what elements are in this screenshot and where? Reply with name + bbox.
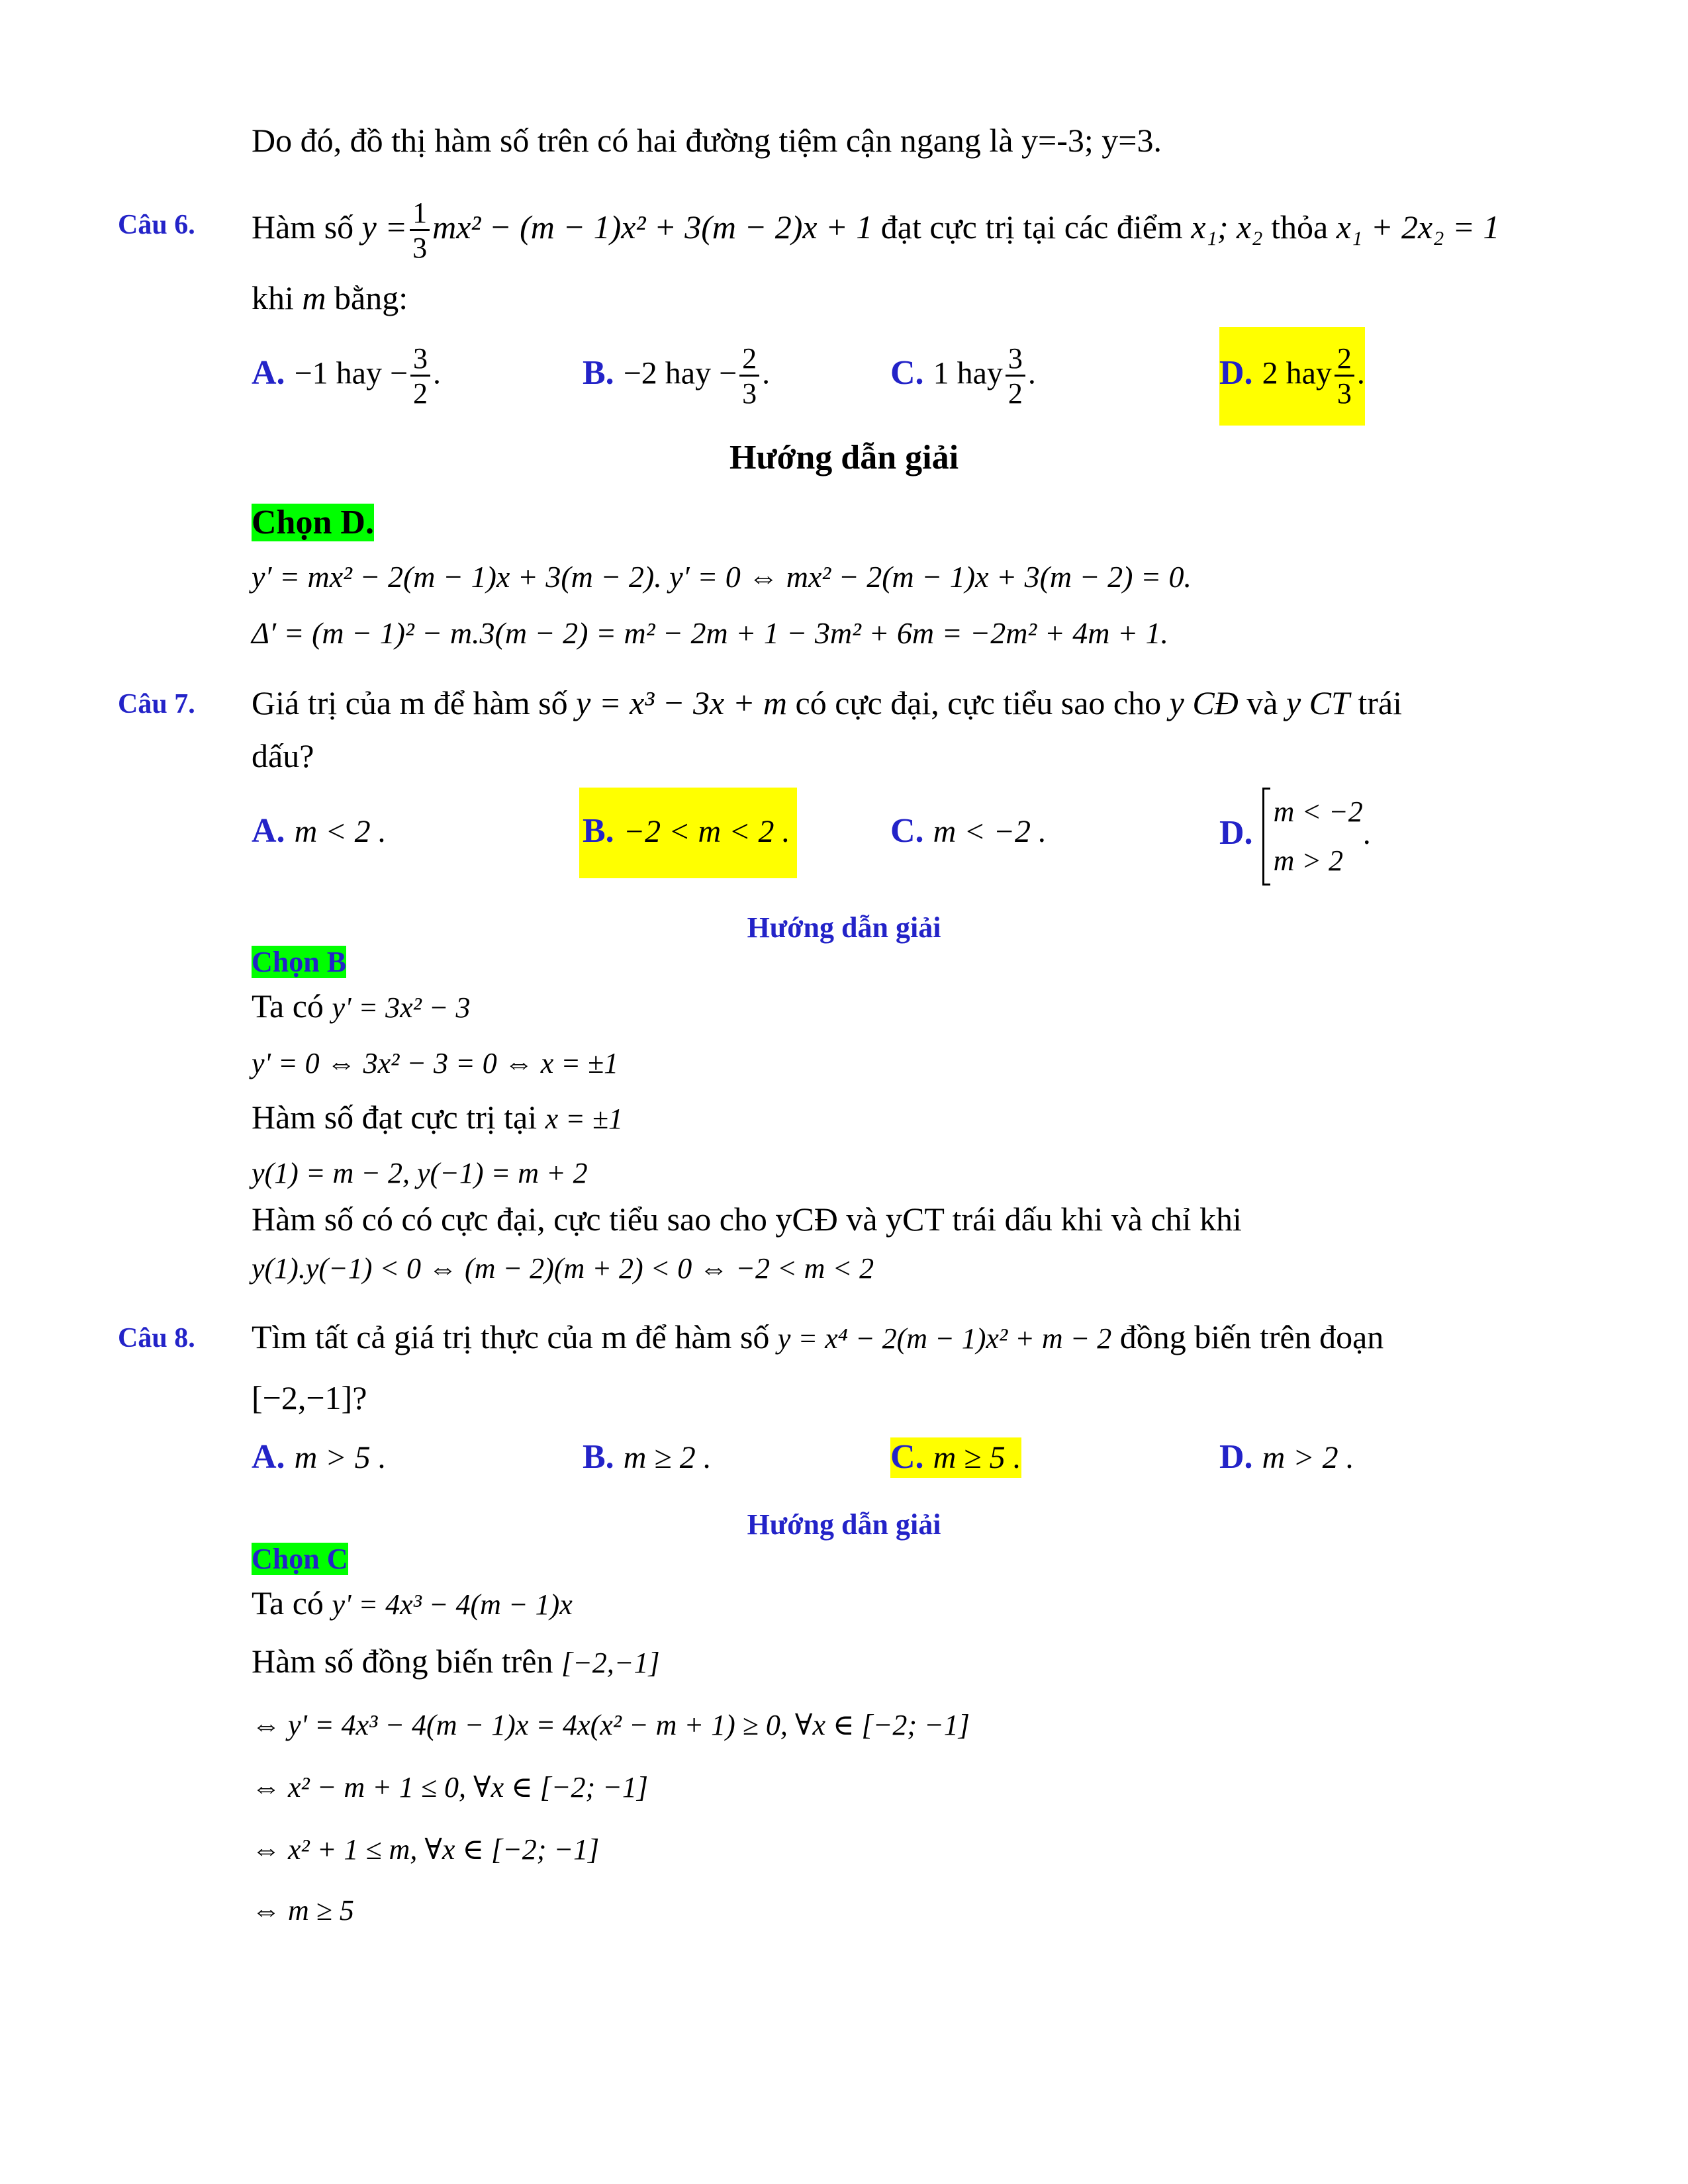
q6-func-rest: mx² − (m − 1)x² + 3(m − 2)x + 1	[432, 208, 873, 246]
q7-sol-3: Hàm số đạt cực trị tại x = ±1	[252, 1099, 624, 1136]
q6-stem-b: đạt cực trị tại các điểm	[880, 208, 1183, 246]
q7-option-a[interactable]: A. m < 2 .	[252, 812, 387, 850]
q8-option-c[interactable]: C. m ≥ 5 .	[890, 1437, 1021, 1478]
q6-condition: x₁ + 2x₂ = 1	[1336, 208, 1500, 246]
q6-guide-heading: Hướng dẫn giải	[729, 439, 959, 477]
q8-func: y = x⁴ − 2(m − 1)x² + m − 2	[777, 1322, 1112, 1355]
q7-guide-heading: Hướng dẫn giải	[747, 911, 941, 944]
question-6-stem	[252, 199, 1499, 263]
q7-yct: y CT	[1286, 684, 1350, 721]
q8-sol-1: Ta có y' = 4x³ − 4(m − 1)x	[252, 1584, 573, 1621]
intro-text: Do đó, đồ thị hàm số trên có hai đường tiệm cận ngang là y=-3; y=3.	[252, 122, 1162, 159]
question-8-label: Câu 8.	[118, 1323, 195, 1353]
q7-sol-4: y(1) = m − 2, y(−1) = m + 2	[252, 1157, 588, 1189]
q8-sol-5: ⇔ x² + 1 ≤ m, ∀x ∈ [−2; −1]	[252, 1833, 600, 1866]
q7-sol-2: y' = 0 ⇔ 3x² − 3 = 0 ⇔ x = ±1	[252, 1047, 619, 1079]
q6-option-d[interactable]: D. 2 hay $\frac{2}{3}$ .	[1219, 327, 1365, 426]
q8-choose: Chọn C	[252, 1543, 348, 1575]
q8-sol-3: ⇔ y' = 4x³ − 4(m − 1)x = 4x(x² − m + 1) ≥ 0, ∀x ∈ [−2; −1]	[252, 1709, 970, 1741]
q6-solution-1: y′ = mx² − 2(m − 1)x + 3(m − 2). y′ = 0 ⇔ mx² − 2(m − 1)x + 3(m − 2) = 0.	[252, 560, 1192, 594]
q8-guide-heading: Hướng dẫn giải	[747, 1508, 941, 1541]
question-6-label: Câu 6.	[118, 210, 195, 240]
q6-option-a[interactable]: A. −1 hay − $\frac{3}{2}$ .	[252, 342, 442, 410]
q8-sol-4: ⇔ x² − m + 1 ≤ 0, ∀x ∈ [−2; −1]	[252, 1771, 648, 1803]
q6-stem-c: thỏa	[1271, 208, 1329, 246]
question-7-stem: Giá trị của m để hàm số y = x³ − 3x + m có cực đại, cực tiểu sao cho y CĐ và y CT trái	[252, 684, 1402, 721]
q8-option-b[interactable]: B. m ≥ 2 .	[583, 1438, 712, 1476]
q6-option-b[interactable]: B. −2 hay − $\frac{2}{3}$ .	[583, 342, 771, 410]
q7-option-d[interactable]: D. m < −2 m > 2 .	[1219, 788, 1371, 886]
q8-sol-2: Hàm số đồng biến trên [−2,−1]	[252, 1643, 660, 1680]
q8-option-d[interactable]: D. m > 2 .	[1219, 1438, 1354, 1476]
q7-sol-6: y(1).y(−1) < 0 ⇔ (m − 2)(m + 2) < 0 ⇔ −2 < m < 2	[252, 1252, 874, 1285]
q7-ycd: y CĐ	[1169, 684, 1239, 721]
q7-sol-5: Hàm số có có cực đại, cực tiểu sao cho yCĐ và yCT trái dấu khi và chỉ khi	[252, 1201, 1242, 1238]
question-7-stem-2: dấu?	[252, 737, 314, 774]
q7-option-c[interactable]: C. m < −2 .	[890, 812, 1047, 850]
q6-stem-e: bằng:	[334, 279, 408, 316]
q6-solution-2: Δ′ = (m − 1)² − m.3(m − 2) = m² − 2m + 1 − 3m² + 6m = −2m² + 4m + 1.	[252, 616, 1169, 650]
q6-m: m	[302, 279, 326, 316]
q6-fraction: $\frac{1}{3}$	[410, 199, 430, 263]
q7-option-b[interactable]: B. −2 < m < 2 .	[579, 788, 797, 878]
q7-sol-1: Ta có y' = 3x² − 3	[252, 987, 471, 1024]
q6-points: x₁; x₂	[1191, 208, 1263, 246]
q6-choose: Chọn D.	[252, 504, 374, 541]
question-7-label: Câu 7.	[118, 689, 195, 719]
question-6-stem-2	[252, 277, 408, 319]
q6-option-c[interactable]: C. 1 hay $\frac{3}{2}$ .	[890, 342, 1036, 410]
question-8-stem: Tìm tất cả giá trị thực của m để hàm số y = x⁴ − 2(m − 1)x² + m − 2 đồng biến trên đoạn	[252, 1318, 1384, 1355]
q7-func: y = x³ − 3x + m	[576, 684, 788, 721]
q8-interval: [−2,−1]?	[252, 1379, 367, 1416]
q6-stem-a: Hàm số	[252, 208, 354, 246]
q8-sol-6: ⇔ m ≥ 5	[252, 1894, 354, 1927]
q6-stem-d: khi	[252, 279, 294, 316]
q7-choose: Chọn B	[252, 946, 347, 978]
q6-func-y: y =	[361, 208, 408, 246]
q8-option-a[interactable]: A. m > 5 .	[252, 1438, 387, 1476]
